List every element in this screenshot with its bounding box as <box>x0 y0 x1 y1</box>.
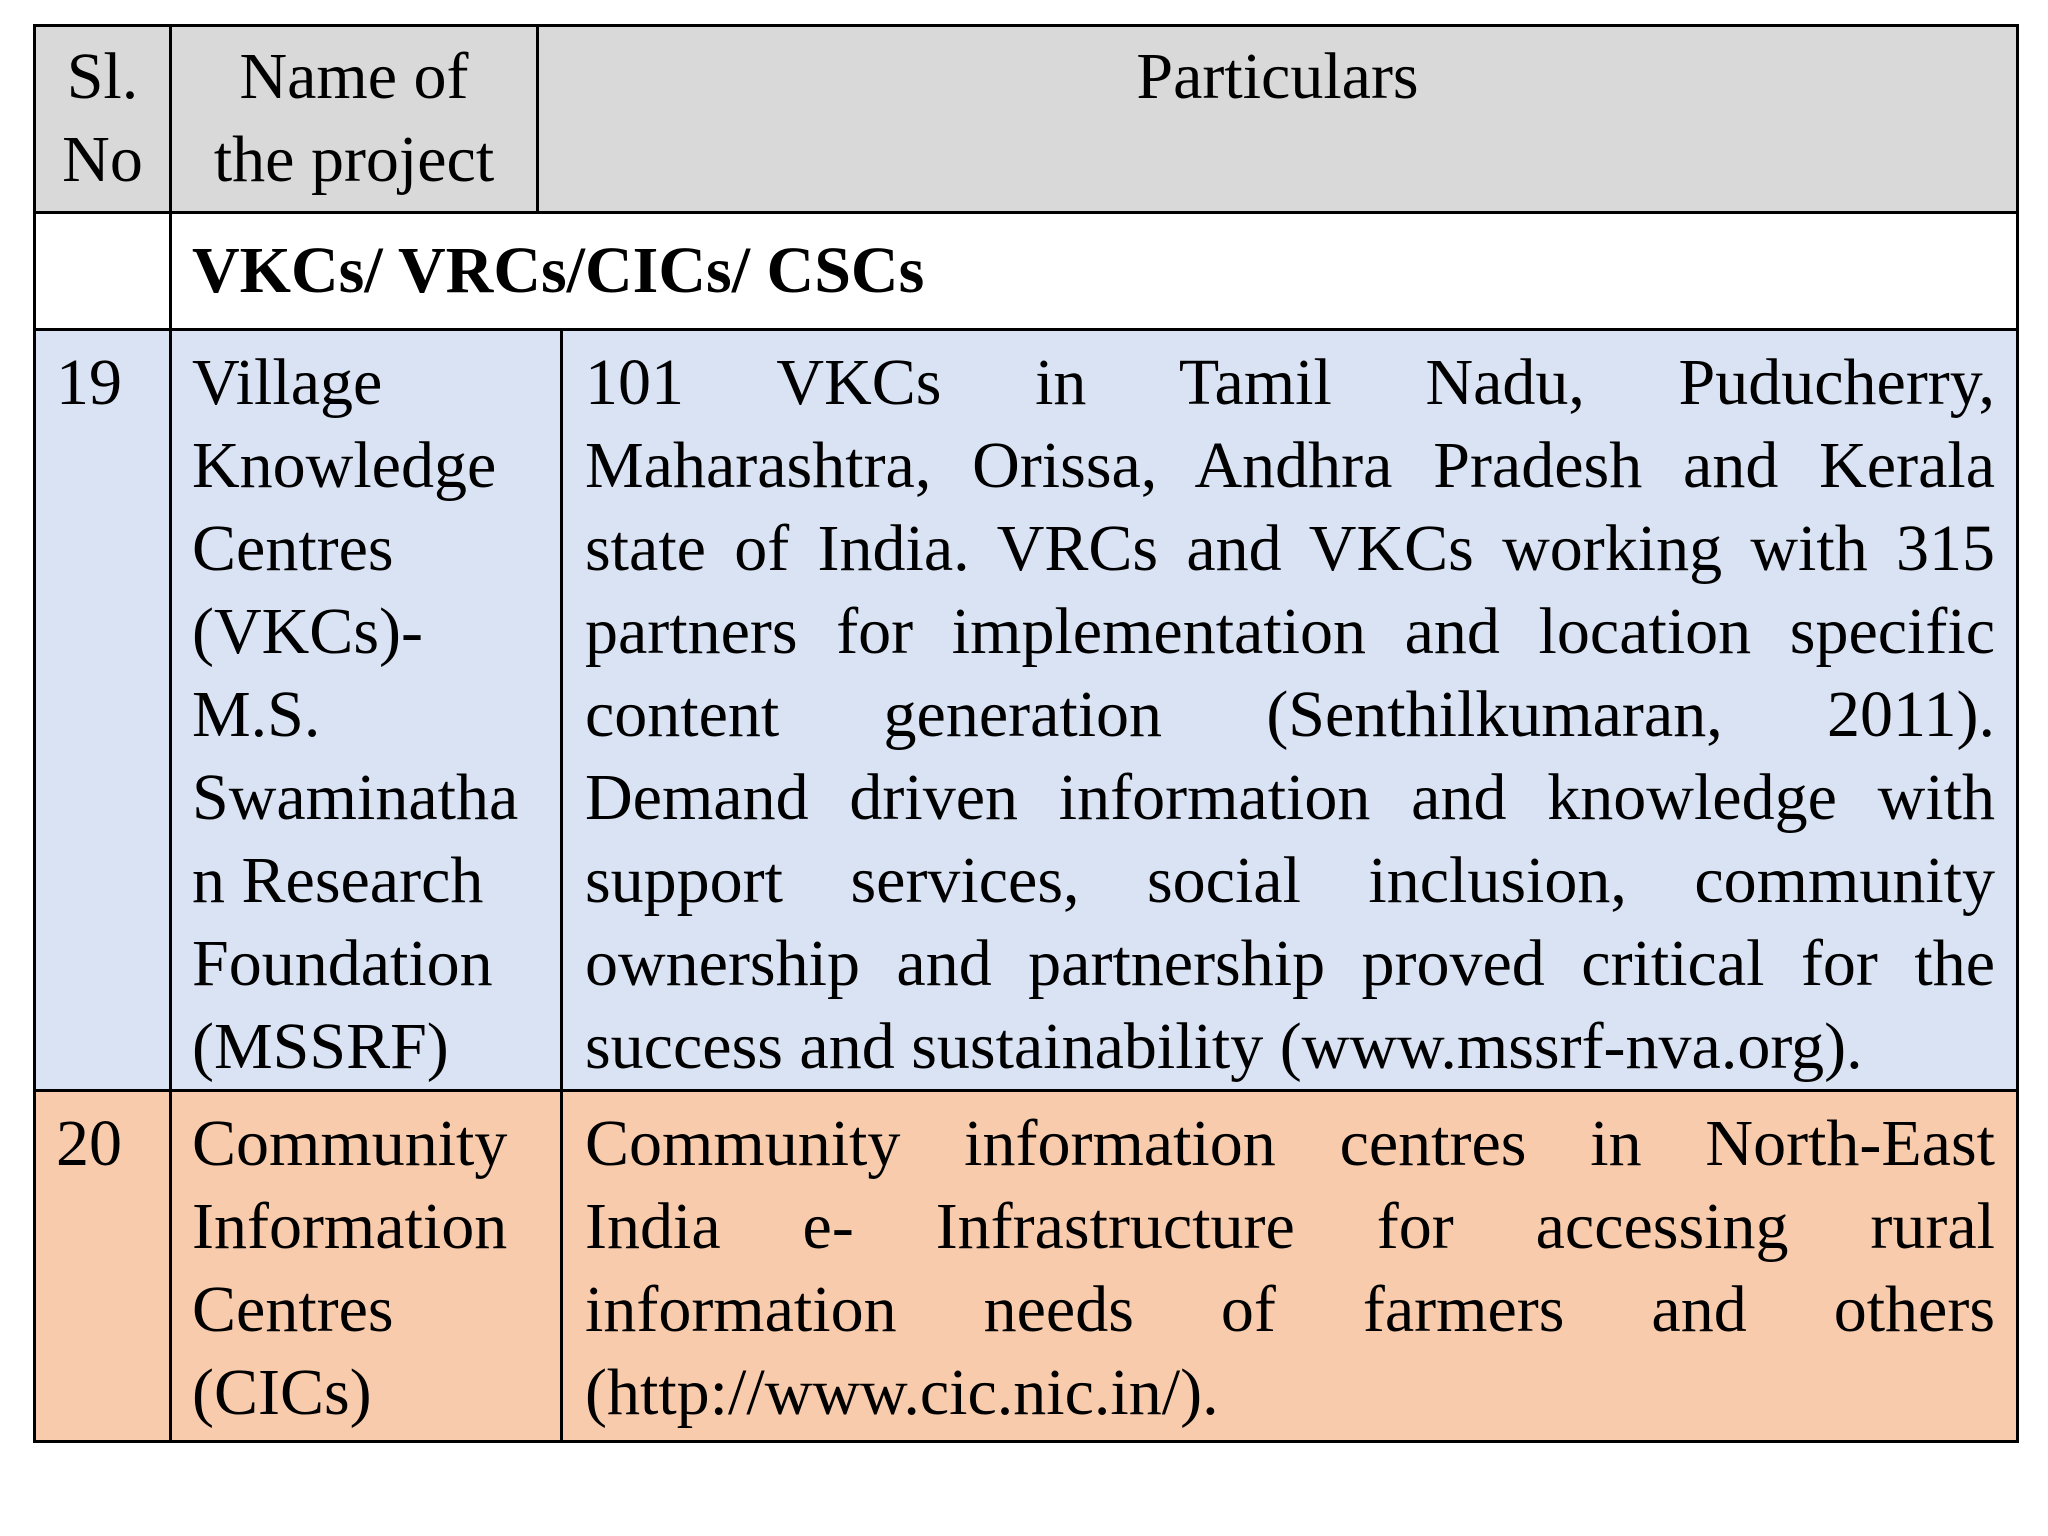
row-particulars: Community information centres in North-East India e- Infrastructure for accessing rural information needs of farmers and others (http://www.cic.nic.in/). <box>585 1107 1995 1429</box>
row-particulars: 101 VKCs in Tamil Nadu, Puducherry, Maharashtra, Orissa, Andhra Pradesh and Kerala state of India. VRCs and VKCs working with 315 partners for implementation and location specific content generation (Senthilkumaran, 2011). Demand driven information and knowledge with support services, social inclusion, community ownership and partnership proved critical for the success and sustainability (www.mssrf-nva.org). <box>585 346 1995 1083</box>
project-table <box>33 24 2019 1443</box>
row-project-name: Community Information Centres (CICs) <box>192 1107 508 1429</box>
row-project-name: Village Knowledge Centres (VKCs)- M.S. Swaminatha n Research Foundation (MSSRF) <box>192 346 519 1083</box>
header-sl-no: Sl. No <box>62 40 143 196</box>
section-title: VKCs/ VRCs/CICs/ CSCs <box>192 234 925 307</box>
header-project-name: Name of the project <box>213 40 495 196</box>
row-sl-no: 20 <box>56 1107 122 1180</box>
header-particulars: Particulars <box>1136 40 1419 113</box>
row-sl-no: 19 <box>56 346 122 419</box>
